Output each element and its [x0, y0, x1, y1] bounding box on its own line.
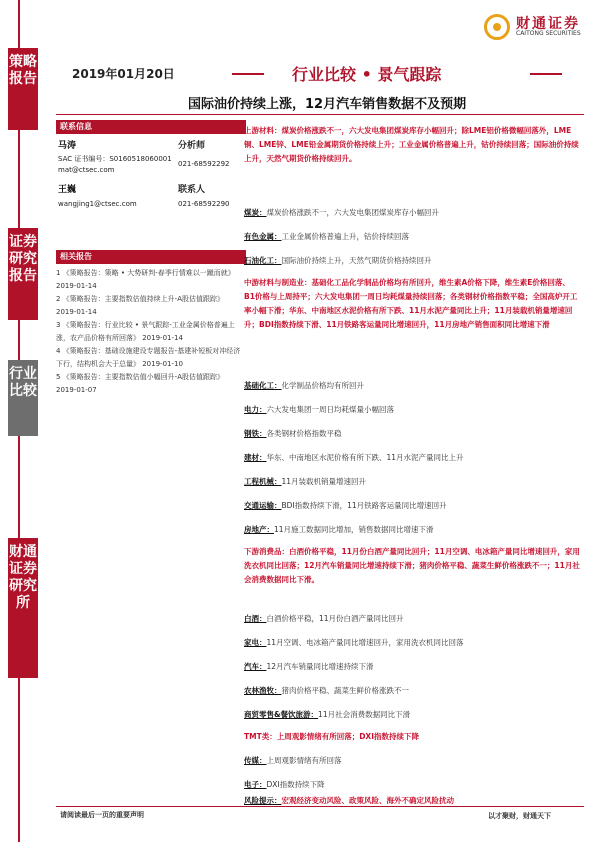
company-logo: [484, 14, 594, 42]
item-key: 传媒：: [244, 756, 267, 765]
item-liquor: [244, 612, 580, 626]
item-key: 基础化工：: [244, 381, 282, 390]
item-value: 猪肉价格平稳、蔬菜生鲜价格涨跌不一: [281, 686, 409, 695]
midstream-summary: 中游材料与制造业：基础化工品化学制品价格均有所回升，维生素A价格下降，维生素E价格回落、B1价格与上周持平；六大发电集团一周日均耗煤量持续回落；各类钢材价格指数平稳；全国高炉开工率小幅下滑；华东、中南地区水泥价格有所下跌、11月水泥产量同比上升；11月装载机销量增速回升；BDI指数持续下滑、11月铁路客运量同比增速回升，11月房地产销售面积同比增速下滑: [244, 278, 578, 329]
item-value: 煤炭价格涨跌不一，六大发电集团煤炭库存小幅回升: [266, 208, 439, 217]
item-estate: [244, 523, 580, 537]
item-appl: [244, 636, 580, 650]
related-report-item[interactable]: 5 《策略报告：主要指数估值小幅回升-A股估值跟踪》 2019-01-07: [56, 373, 224, 394]
item-agri: [244, 684, 580, 698]
item-value: 工业金属价格普遍上升，钴价持续回落: [281, 232, 409, 241]
item-key: 煤炭：: [244, 208, 267, 217]
item-value: 华东、中南地区水泥价格有所下跌、11月水泥产量同比上升: [266, 453, 464, 462]
item-key: 风险提示：: [244, 796, 282, 805]
report-type-label: 策略报告: [8, 48, 38, 130]
item-value: 六大发电集团一周日均耗煤量小幅回落: [266, 405, 394, 414]
item-power: [244, 403, 580, 417]
logo-icon: [484, 14, 510, 40]
item-elec: [244, 778, 580, 792]
contact-heading: 联系信息: [56, 120, 246, 134]
item-value: 宏观经济变动风险、政策风险、海外不确定风险扰动: [281, 796, 454, 805]
item-key: 商贸零售&餐饮旅游：: [244, 710, 319, 719]
contact-info: [56, 134, 246, 240]
logo-name: 财通证券: [516, 16, 580, 32]
item-value: 各类钢材价格指数平稳: [266, 429, 342, 438]
related-reports: [56, 250, 246, 396]
item-key: 家电：: [244, 638, 267, 647]
item-key: 建材：: [244, 453, 267, 462]
analyst-name: 马涛: [58, 141, 77, 151]
divider: [18, 130, 20, 228]
item-key: 农林渔牧：: [244, 686, 282, 695]
research-label: 证券研究报告: [8, 228, 38, 320]
footer-disclaimer: 请阅读最后一页的重要声明: [60, 811, 144, 819]
item-value: 上周观影情绪有所回落: [266, 756, 342, 765]
related-heading: 相关报告: [56, 250, 246, 264]
item-value: 11月装载机销量增速回升: [281, 477, 367, 486]
upstream-summary: 上游材料：煤炭价格涨跌不一，六大发电集团煤炭库存小幅回升；除LME铝价格微幅回落外，LME铜、LME锌、LME铅金属期货价格持续上升；工业金属价格普遍上升，钴价持续回落；国际油价持续上升，天然气期货价格持续回升。: [244, 126, 579, 163]
logo-english-name: CAITONG SECURITIES: [516, 30, 581, 37]
contact-email[interactable]: wangjing1@ctsec.com: [58, 200, 137, 208]
related-report-item[interactable]: 2 《策略报告：主要指数估值持续上升-A股估值跟踪》 2019-01-14: [56, 295, 224, 316]
item-value: 11月空调、电冰箱产量同比增速回升，家用洗衣机同比回落: [266, 638, 464, 647]
item-key: 电力：: [244, 405, 267, 414]
sidebar: [56, 120, 246, 397]
item-media: [244, 754, 580, 768]
sac-number: SAC 证书编号：S0160518060001: [58, 155, 172, 163]
item-value: BDI指数持续下滑，11月铁路客运量同比增速回升: [281, 501, 447, 510]
item-oil: [244, 254, 580, 268]
related-report-item[interactable]: 3 《策略报告：行业比较 • 景气跟踪-工业金属价格普遍上涨，农产品价格有所回落》 2019-01-14: [56, 321, 235, 342]
related-report-item[interactable]: 1 《策略报告：策略 • 大势研判-春季行情难以一蹴而就》 2019-01-14: [56, 269, 235, 290]
item-key: 钢铁：: [244, 429, 267, 438]
divider: [18, 436, 20, 538]
contact-role: 联系人: [178, 185, 206, 195]
item-value: 11月施工数据同比增加，销售数据同比增速下滑: [274, 525, 434, 534]
header-rule: [56, 114, 584, 115]
divider: [18, 678, 20, 842]
tmt-summary: TMT类：上周观影情绪有所回落；DXI指数持续下降: [244, 732, 419, 741]
divider: [18, 320, 20, 360]
item-key: 电子：: [244, 780, 267, 789]
title-decoration: [232, 73, 264, 75]
footer-rule: [56, 806, 584, 807]
analyst-role: 分析师: [178, 141, 206, 151]
item-value: 化学制品价格均有所回升: [281, 381, 364, 390]
report-subtitle: 国际油价持续上涨，12月汽车销售数据不及预期: [188, 97, 467, 112]
item-metal: [244, 230, 580, 244]
item-key: 有色金属：: [244, 232, 282, 241]
item-key: 工程机械：: [244, 477, 282, 486]
item-retail: [244, 708, 580, 722]
analyst-email[interactable]: mat@ctsec.com: [58, 166, 115, 174]
related-report-item[interactable]: 4 《策略报告：基础设施建设专题报告-基建补短板对冲经济下行，结构机会大于总量》 2019-01-10: [56, 347, 241, 368]
item-value: 白酒价格平稳，11月份白酒产量同比回升: [266, 614, 404, 623]
footer-slogan: 以才聚财，财通天下: [488, 812, 551, 820]
item-value: 国际油价持续上升，天然气期货价格持续回升: [281, 256, 432, 265]
item-value: DXI指数持续下降: [266, 780, 325, 789]
item-coal: [244, 206, 580, 220]
title-decoration: [530, 73, 562, 75]
item-build: [244, 451, 580, 465]
item-chem: [244, 379, 580, 393]
contact-phone: 021-68592290: [178, 200, 230, 208]
downstream-summary: 下游消费品：白酒价格平稳，11月份白酒产量同比回升；11月空调、电冰箱产量同比增速回升，家用洗衣机同比回落；12月汽车销量同比增速持续下滑；猪肉价格平稳、蔬菜生鲜价格涨跌不一；11月社会消费数据同比下滑。: [244, 547, 580, 584]
item-value: 12月汽车销量同比增速持续下滑: [266, 662, 374, 671]
item-key: 房地产：: [244, 525, 274, 534]
item-value: 11月社会消费数据同比下滑: [318, 710, 411, 719]
item-mach: [244, 475, 580, 489]
item-trans: [244, 499, 580, 513]
institute-label: 财通证券研究所: [8, 538, 38, 678]
item-key: 石油化工：: [244, 256, 282, 265]
item-key: 交通运输：: [244, 501, 282, 510]
category-label: 行业比较: [8, 360, 38, 436]
contact-name: 王巍: [58, 185, 77, 195]
divider: [18, 0, 20, 48]
analyst-phone: 021-68592292: [178, 160, 230, 168]
report-date: 2019年01月20日: [72, 67, 175, 81]
left-label-bar: [0, 0, 48, 842]
item-auto: [244, 660, 580, 674]
item-key: 汽车：: [244, 662, 267, 671]
page-title: 行业比较 • 景气跟踪: [292, 65, 442, 84]
item-steel: [244, 427, 580, 441]
related-list: [56, 264, 246, 396]
item-key: 白酒：: [244, 614, 267, 623]
